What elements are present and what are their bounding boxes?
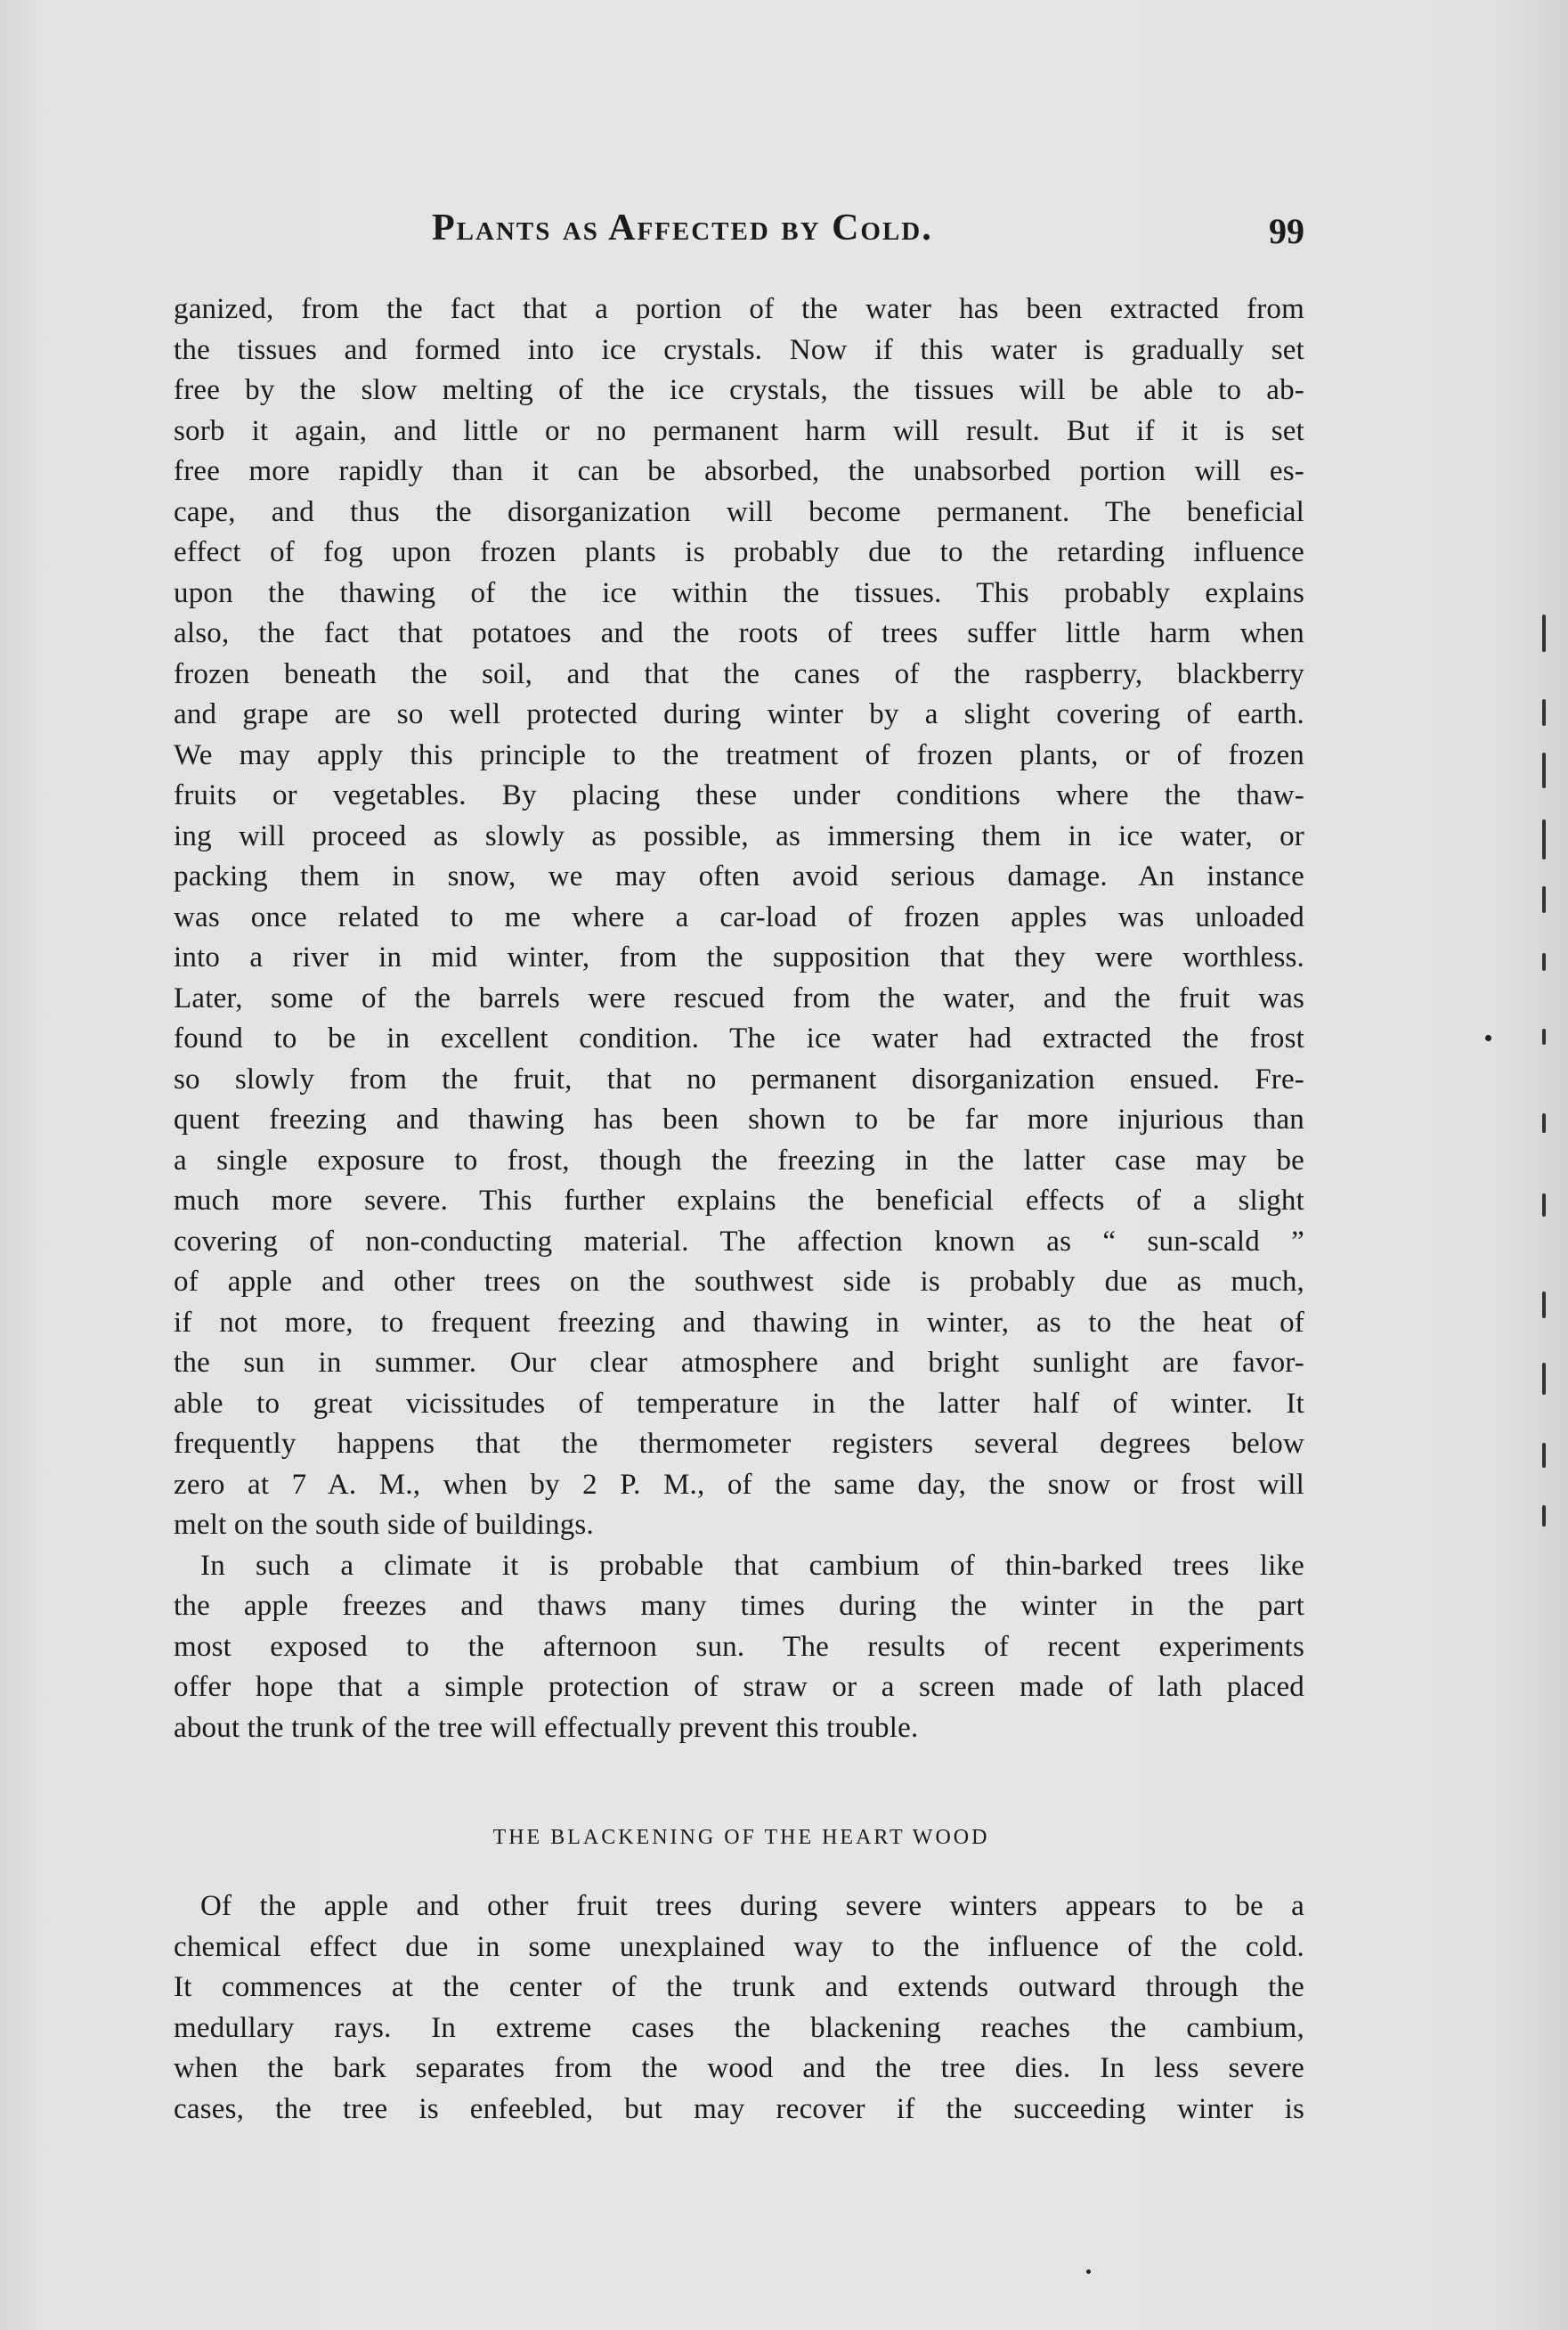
section-paragraph — [174, 1886, 1304, 2130]
text-line: offer hope that a simple protection of straw or a screen made of lath placed — [174, 1671, 1304, 1703]
text-line: about the trunk of the tree will effectually prevent this trouble. — [174, 1711, 919, 1744]
text-line: so slowly from the fruit, that no permanent disorganization ensued. Fre- — [174, 1063, 1304, 1096]
text-line: ganized, from the fact that a portion of the water has been extracted from — [174, 293, 1304, 325]
text-line: of apple and other trees on the southwest side is probably due as much, — [174, 1266, 1304, 1298]
text-line: was once related to me where a car-load of frozen apples was unloaded — [174, 900, 1304, 933]
text-line: able to great vicissitudes of temperature in the latter half of winter. It — [174, 1387, 1304, 1420]
page-header — [178, 203, 1304, 257]
paragraph-1 — [174, 289, 1304, 1546]
text-line: Of the apple and other fruit trees during severe winters appears to be a — [200, 1890, 1304, 1922]
text-line: free more rapidly than it can be absorbed, the unabsorbed portion will es- — [174, 455, 1304, 487]
text-line: the apple freezes and thaws many times during the winter in the part — [174, 1590, 1304, 1622]
section-heading: THE BLACKENING OF THE HEART WOOD — [492, 1826, 990, 1849]
text-line: ing will proceed as slowly as possible, as immersing them in ice water, or — [174, 819, 1304, 852]
text-line: Later, some of the barrels were rescued from the water, and the fruit was — [174, 982, 1304, 1014]
text-line: quent freezing and thawing has been shown to be far more injurious than — [174, 1104, 1304, 1136]
text-line: found to be in excellent condition. The ice water had extracted the frost — [174, 1022, 1304, 1055]
page-edge-marks — [1539, 615, 1556, 1550]
text-line: frequently happens that the thermometer registers several degrees below — [174, 1428, 1304, 1460]
text-line: sorb it again, and little or no permanent harm will result. But if it is set — [174, 414, 1304, 447]
text-line: and grape are so well protected during winter by a slight covering of earth. — [174, 698, 1304, 730]
text-line: a single exposure to frost, though the freezing in the latter case may be — [174, 1144, 1304, 1177]
text-line: zero at 7 A. M., when by 2 P. M., of the same day, the snow or frost will — [174, 1468, 1304, 1501]
text-line: chemical effect due in some unexplained way to the influence of the cold. — [174, 1930, 1304, 1963]
text-line: melt on the south side of buildings. — [174, 1509, 594, 1541]
text-line: when the bark separates from the wood and the tree dies. In less severe — [174, 2052, 1304, 2084]
text-line: frozen beneath the soil, and that the canes of the raspberry, blackberry — [174, 657, 1304, 690]
ink-speck — [1086, 2269, 1091, 2274]
text-line: cases, the tree is enfeebled, but may recover if the succeeding winter is — [174, 2092, 1304, 2125]
text-line: In such a climate it is probable that cambium of thin-barked trees like — [200, 1549, 1304, 1582]
text-line: the sun in summer. Our clear atmosphere and bright sunlight are favor- — [174, 1347, 1304, 1379]
text-line: packing them in snow, we may often avoid serious damage. An instance — [174, 860, 1304, 892]
text-line: much more severe. This further explains the beneficial effects of a slight — [174, 1185, 1304, 1217]
text-line: medullary rays. In extreme cases the blackening reaches the cambium, — [174, 2011, 1304, 2044]
running-head: Plants as Affected by Cold. — [432, 208, 933, 248]
text-line: into a river in mid winter, from the supposition that they were worthless. — [174, 941, 1304, 974]
text-line: We may apply this principle to the treatment of frozen plants, or of frozen — [174, 738, 1304, 771]
paragraph-2 — [174, 1546, 1304, 1749]
text-line: effect of fog upon frozen plants is probably due to the retarding influence — [174, 536, 1304, 568]
body-text — [174, 289, 1304, 1748]
text-line: free by the slow melting of the ice crystals, the tissues will be able to ab- — [174, 374, 1304, 406]
text-line: covering of non-conducting material. The affection known as “ sun-scald ” — [174, 1225, 1304, 1258]
text-line: also, the fact that potatoes and the roots of trees suffer little harm when — [174, 617, 1304, 649]
text-line: if not more, to frequent freezing and thawing in winter, as to the heat of — [174, 1306, 1304, 1339]
text-line: It commences at the center of the trunk and extends outward through the — [174, 1971, 1304, 2003]
text-line: cape, and thus the disorganization will become permanent. The beneficial — [174, 495, 1304, 528]
text-line: the tissues and formed into ice crystals. Now if this water is gradually set — [174, 333, 1304, 366]
text-line: upon the thawing of the ice within the tissues. This probably explains — [174, 576, 1304, 609]
page-number: 99 — [1269, 211, 1304, 251]
ink-speck — [1485, 1035, 1491, 1041]
text-line: fruits or vegetables. By placing these under conditions where the thaw- — [174, 779, 1304, 811]
text-line: most exposed to the afternoon sun. The results of recent experiments — [174, 1630, 1304, 1663]
